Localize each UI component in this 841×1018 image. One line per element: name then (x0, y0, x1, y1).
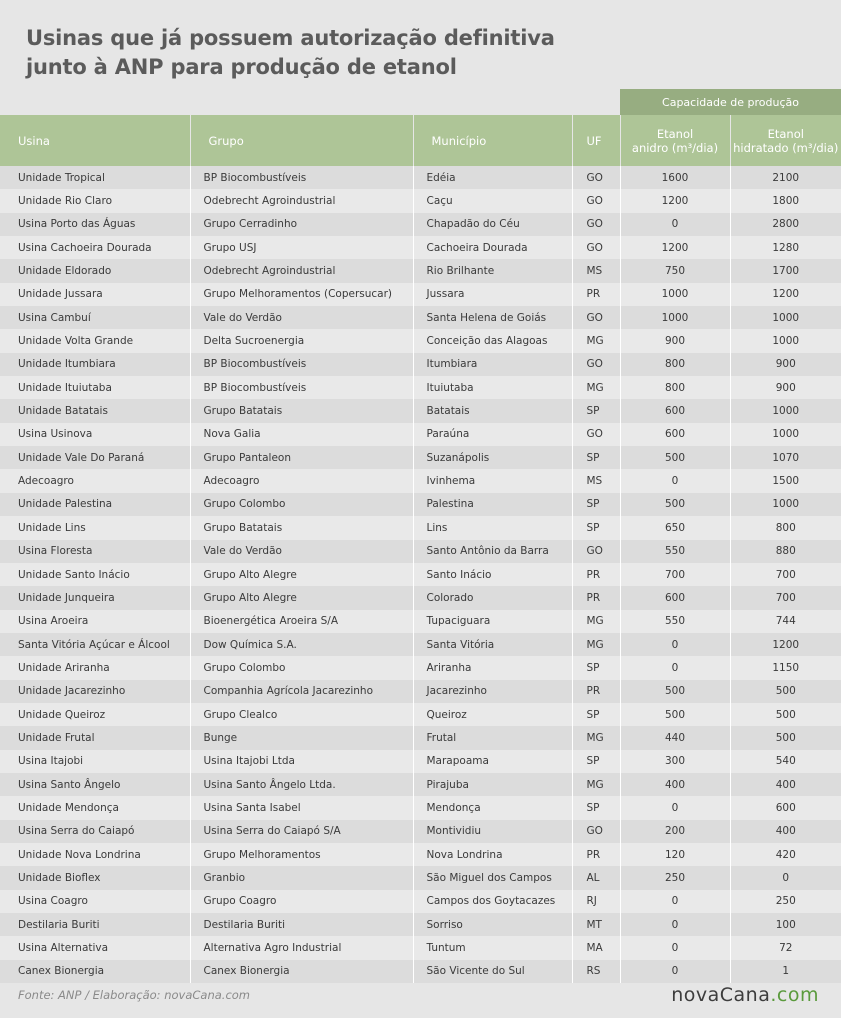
table-row (0, 680, 841, 703)
cell-municipio: Mendonça (413, 796, 572, 819)
cell-usina: Adecoagro (0, 469, 190, 492)
cell-usina: Unidade Junqueira (0, 586, 190, 609)
cell-anidro: 0 (620, 936, 730, 959)
cell-grupo: BP Biocombustíveis (190, 166, 413, 189)
column-header-grupo: Grupo (190, 115, 413, 166)
cell-municipio: Tupaciguara (413, 610, 572, 633)
table-row (0, 283, 841, 306)
cell-uf: GO (572, 540, 620, 563)
cell-grupo: Dow Química S.A. (190, 633, 413, 656)
column-header-hidratado (730, 115, 841, 166)
cell-hidratado: 1150 (730, 656, 841, 679)
cell-grupo: Usina Santa Isabel (190, 796, 413, 819)
table-row (0, 750, 841, 773)
cell-uf: MG (572, 633, 620, 656)
title-line-2: junto à ANP para produção de etanol (26, 55, 457, 79)
cell-anidro: 550 (620, 610, 730, 633)
cell-grupo: Odebrecht Agroindustrial (190, 259, 413, 282)
cell-anidro: 0 (620, 469, 730, 492)
table-row (0, 796, 841, 819)
cell-grupo: Delta Sucroenergia (190, 329, 413, 352)
cell-anidro: 1200 (620, 189, 730, 212)
cell-anidro: 500 (620, 703, 730, 726)
cell-uf: MG (572, 329, 620, 352)
cell-usina: Unidade Palestina (0, 493, 190, 516)
cell-uf: SP (572, 516, 620, 539)
table-row (0, 563, 841, 586)
cell-uf: SP (572, 703, 620, 726)
cell-hidratado: 744 (730, 610, 841, 633)
hidratado-label-line-1: Etanol (767, 126, 804, 141)
cell-hidratado: 1000 (730, 306, 841, 329)
cell-grupo: Grupo USJ (190, 236, 413, 259)
table-row (0, 329, 841, 352)
cell-municipio: Nova Londrina (413, 843, 572, 866)
cell-grupo: Grupo Clealco (190, 703, 413, 726)
cell-usina: Usina Santo Ângelo (0, 773, 190, 796)
cell-anidro: 600 (620, 586, 730, 609)
cell-anidro: 800 (620, 353, 730, 376)
cell-hidratado: 72 (730, 936, 841, 959)
table-header-row (0, 115, 841, 166)
cell-grupo: Granbio (190, 866, 413, 889)
table-row (0, 540, 841, 563)
cell-grupo: Companhia Agrícola Jacarezinho (190, 680, 413, 703)
cell-municipio: Palestina (413, 493, 572, 516)
table-row (0, 843, 841, 866)
cell-uf: GO (572, 236, 620, 259)
cell-hidratado: 500 (730, 726, 841, 749)
cell-anidro: 0 (620, 960, 730, 983)
table-row (0, 610, 841, 633)
cell-municipio: Ariranha (413, 656, 572, 679)
table-row (0, 656, 841, 679)
table-row (0, 236, 841, 259)
cell-anidro: 600 (620, 423, 730, 446)
cell-hidratado: 1000 (730, 423, 841, 446)
table-row (0, 493, 841, 516)
cell-anidro: 0 (620, 213, 730, 236)
table-row (0, 586, 841, 609)
anidro-label-line-2: anidro (m³/dia) (631, 140, 719, 155)
cell-grupo: Grupo Coagro (190, 890, 413, 913)
cell-uf: RJ (572, 890, 620, 913)
cell-usina: Canex Bionergia (0, 960, 190, 983)
novacana-logo (671, 984, 819, 1006)
table-row (0, 166, 841, 189)
cell-uf: MS (572, 469, 620, 492)
cell-grupo: Adecoagro (190, 469, 413, 492)
cell-hidratado: 900 (730, 376, 841, 399)
cell-grupo: Vale do Verdão (190, 306, 413, 329)
cell-hidratado: 2100 (730, 166, 841, 189)
table-row (0, 213, 841, 236)
cell-hidratado: 400 (730, 773, 841, 796)
cell-municipio: Pirajuba (413, 773, 572, 796)
logo-suffix: .com (770, 984, 819, 1006)
cell-grupo: Grupo Alto Alegre (190, 586, 413, 609)
cell-usina: Usina Usinova (0, 423, 190, 446)
cell-anidro: 750 (620, 259, 730, 282)
cell-uf: GO (572, 306, 620, 329)
cell-grupo: Grupo Cerradinho (190, 213, 413, 236)
cell-usina: Unidade Frutal (0, 726, 190, 749)
cell-uf: GO (572, 189, 620, 212)
column-header-usina: Usina (0, 115, 190, 166)
table-row (0, 890, 841, 913)
cell-uf: SP (572, 399, 620, 422)
cell-usina: Usina Serra do Caiapó (0, 820, 190, 843)
cell-uf: PR (572, 843, 620, 866)
cell-grupo: Canex Bionergia (190, 960, 413, 983)
cell-hidratado: 1070 (730, 446, 841, 469)
cell-usina: Unidade Eldorado (0, 259, 190, 282)
cell-hidratado: 1700 (730, 259, 841, 282)
cell-hidratado: 420 (730, 843, 841, 866)
cell-municipio: Jacarezinho (413, 680, 572, 703)
cell-grupo: Grupo Alto Alegre (190, 563, 413, 586)
cell-anidro: 550 (620, 540, 730, 563)
cell-usina: Unidade Itumbiara (0, 353, 190, 376)
cell-municipio: Montividiu (413, 820, 572, 843)
cell-grupo: Usina Serra do Caiapó S/A (190, 820, 413, 843)
cell-anidro: 0 (620, 633, 730, 656)
cell-uf: SP (572, 796, 620, 819)
table-row (0, 773, 841, 796)
cell-municipio: Tuntum (413, 936, 572, 959)
cell-grupo: Alternativa Agro Industrial (190, 936, 413, 959)
table-row (0, 913, 841, 936)
cell-anidro: 1000 (620, 306, 730, 329)
cell-grupo: BP Biocombustíveis (190, 376, 413, 399)
cell-municipio: Paraúna (413, 423, 572, 446)
cell-usina: Unidade Volta Grande (0, 329, 190, 352)
cell-grupo: Vale do Verdão (190, 540, 413, 563)
cell-grupo: Grupo Melhoramentos (190, 843, 413, 866)
cell-anidro: 500 (620, 493, 730, 516)
cell-grupo: BP Biocombustíveis (190, 353, 413, 376)
table-row (0, 960, 841, 983)
cell-usina: Unidade Queiroz (0, 703, 190, 726)
cell-anidro: 250 (620, 866, 730, 889)
cell-uf: MT (572, 913, 620, 936)
cell-usina: Unidade Jacarezinho (0, 680, 190, 703)
cell-municipio: Santa Helena de Goiás (413, 306, 572, 329)
cell-grupo: Usina Santo Ângelo Ltda. (190, 773, 413, 796)
cell-grupo: Bunge (190, 726, 413, 749)
cell-uf: GO (572, 213, 620, 236)
hidratado-label-line-2: hidratado (m³/dia) (733, 140, 839, 155)
cell-grupo: Grupo Melhoramentos (Copersucar) (190, 283, 413, 306)
cell-anidro: 0 (620, 656, 730, 679)
cell-hidratado: 540 (730, 750, 841, 773)
table-row (0, 446, 841, 469)
title-line-1: Usinas que já possuem autorização definitiva (26, 26, 555, 50)
cell-anidro: 600 (620, 399, 730, 422)
cell-uf: MG (572, 610, 620, 633)
cell-municipio: Frutal (413, 726, 572, 749)
cell-usina: Unidade Ariranha (0, 656, 190, 679)
cell-municipio: Marapoama (413, 750, 572, 773)
table-row (0, 399, 841, 422)
cell-hidratado: 880 (730, 540, 841, 563)
table-row (0, 353, 841, 376)
table-row (0, 820, 841, 843)
cell-anidro: 650 (620, 516, 730, 539)
cell-grupo: Destilaria Buriti (190, 913, 413, 936)
cell-municipio: Santa Vitória (413, 633, 572, 656)
cell-municipio: Sorriso (413, 913, 572, 936)
cell-uf: MG (572, 773, 620, 796)
cell-municipio: Edéia (413, 166, 572, 189)
cell-hidratado: 1000 (730, 329, 841, 352)
cell-anidro: 120 (620, 843, 730, 866)
plants-table (0, 115, 841, 983)
cell-anidro: 0 (620, 890, 730, 913)
cell-usina: Unidade Rio Claro (0, 189, 190, 212)
capacity-group-header: Capacidade de produção (620, 89, 841, 115)
cell-usina: Santa Vitória Açúcar e Álcool (0, 633, 190, 656)
cell-uf: SP (572, 493, 620, 516)
cell-anidro: 440 (620, 726, 730, 749)
cell-anidro: 900 (620, 329, 730, 352)
cell-grupo: Grupo Pantaleon (190, 446, 413, 469)
cell-hidratado: 700 (730, 586, 841, 609)
cell-usina: Usina Aroeira (0, 610, 190, 633)
cell-hidratado: 1000 (730, 493, 841, 516)
column-header-uf: UF (572, 115, 620, 166)
cell-municipio: Rio Brilhante (413, 259, 572, 282)
table-row (0, 423, 841, 446)
cell-municipio: Itumbiara (413, 353, 572, 376)
cell-municipio: Ivinhema (413, 469, 572, 492)
cell-anidro: 500 (620, 446, 730, 469)
logo-text: novaCana (671, 984, 771, 1006)
table-row (0, 936, 841, 959)
cell-uf: GO (572, 820, 620, 843)
table-row (0, 469, 841, 492)
cell-grupo: Grupo Batatais (190, 399, 413, 422)
cell-anidro: 400 (620, 773, 730, 796)
cell-usina: Unidade Jussara (0, 283, 190, 306)
cell-hidratado: 1500 (730, 469, 841, 492)
cell-usina: Usina Itajobi (0, 750, 190, 773)
cell-usina: Destilaria Buriti (0, 913, 190, 936)
cell-grupo: Grupo Batatais (190, 516, 413, 539)
cell-uf: PR (572, 586, 620, 609)
cell-uf: PR (572, 283, 620, 306)
cell-uf: SP (572, 656, 620, 679)
cell-uf: SP (572, 446, 620, 469)
table-row (0, 306, 841, 329)
cell-hidratado: 100 (730, 913, 841, 936)
cell-uf: PR (572, 563, 620, 586)
cell-usina: Unidade Mendonça (0, 796, 190, 819)
cell-usina: Unidade Tropical (0, 166, 190, 189)
cell-hidratado: 250 (730, 890, 841, 913)
cell-usina: Usina Cambuí (0, 306, 190, 329)
cell-hidratado: 600 (730, 796, 841, 819)
column-header-anidro (620, 115, 730, 166)
cell-hidratado: 1200 (730, 633, 841, 656)
cell-uf: AL (572, 866, 620, 889)
cell-hidratado: 1000 (730, 399, 841, 422)
table-row (0, 726, 841, 749)
cell-municipio: Jussara (413, 283, 572, 306)
table-row (0, 866, 841, 889)
cell-grupo: Odebrecht Agroindustrial (190, 189, 413, 212)
cell-uf: PR (572, 680, 620, 703)
cell-anidro: 500 (620, 680, 730, 703)
cell-hidratado: 2800 (730, 213, 841, 236)
cell-municipio: Conceição das Alagoas (413, 329, 572, 352)
cell-municipio: São Vicente do Sul (413, 960, 572, 983)
cell-anidro: 1200 (620, 236, 730, 259)
page-title (26, 24, 555, 82)
cell-municipio: Colorado (413, 586, 572, 609)
cell-anidro: 0 (620, 796, 730, 819)
cell-hidratado: 500 (730, 703, 841, 726)
cell-usina: Unidade Ituiutaba (0, 376, 190, 399)
cell-uf: MG (572, 376, 620, 399)
cell-hidratado: 400 (730, 820, 841, 843)
table-row (0, 516, 841, 539)
cell-anidro: 200 (620, 820, 730, 843)
cell-hidratado: 700 (730, 563, 841, 586)
cell-anidro: 1600 (620, 166, 730, 189)
table-row (0, 259, 841, 282)
cell-municipio: Caçu (413, 189, 572, 212)
cell-anidro: 300 (620, 750, 730, 773)
cell-grupo: Nova Galia (190, 423, 413, 446)
cell-uf: GO (572, 166, 620, 189)
cell-usina: Usina Coagro (0, 890, 190, 913)
column-header-municipio: Município (413, 115, 572, 166)
cell-hidratado: 800 (730, 516, 841, 539)
cell-municipio: São Miguel dos Campos (413, 866, 572, 889)
cell-uf: MS (572, 259, 620, 282)
cell-hidratado: 1200 (730, 283, 841, 306)
cell-hidratado: 900 (730, 353, 841, 376)
cell-grupo: Bioenergética Aroeira S/A (190, 610, 413, 633)
anidro-label-line-1: Etanol (656, 126, 694, 141)
cell-usina: Unidade Vale Do Paraná (0, 446, 190, 469)
cell-municipio: Batatais (413, 399, 572, 422)
table-row (0, 189, 841, 212)
cell-municipio: Suzanápolis (413, 446, 572, 469)
cell-municipio: Campos dos Goytacazes (413, 890, 572, 913)
cell-uf: GO (572, 353, 620, 376)
cell-anidro: 0 (620, 913, 730, 936)
cell-municipio: Queiroz (413, 703, 572, 726)
cell-usina: Usina Cachoeira Dourada (0, 236, 190, 259)
cell-usina: Usina Porto das Águas (0, 213, 190, 236)
cell-anidro: 800 (620, 376, 730, 399)
cell-hidratado: 1800 (730, 189, 841, 212)
cell-uf: MG (572, 726, 620, 749)
cell-usina: Unidade Batatais (0, 399, 190, 422)
cell-usina: Unidade Lins (0, 516, 190, 539)
cell-uf: MA (572, 936, 620, 959)
cell-usina: Unidade Nova Londrina (0, 843, 190, 866)
cell-municipio: Cachoeira Dourada (413, 236, 572, 259)
table-row (0, 376, 841, 399)
source-note: Fonte: ANP / Elaboração: novaCana.com (18, 988, 251, 1002)
cell-usina: Usina Alternativa (0, 936, 190, 959)
cell-anidro: 1000 (620, 283, 730, 306)
cell-usina: Unidade Santo Inácio (0, 563, 190, 586)
cell-municipio: Chapadão do Céu (413, 213, 572, 236)
cell-usina: Usina Floresta (0, 540, 190, 563)
cell-hidratado: 500 (730, 680, 841, 703)
cell-uf: SP (572, 750, 620, 773)
cell-anidro: 700 (620, 563, 730, 586)
cell-hidratado: 1 (730, 960, 841, 983)
cell-municipio: Lins (413, 516, 572, 539)
table-row (0, 703, 841, 726)
cell-grupo: Grupo Colombo (190, 493, 413, 516)
cell-usina: Unidade Bioflex (0, 866, 190, 889)
cell-municipio: Santo Antônio da Barra (413, 540, 572, 563)
cell-municipio: Ituiutaba (413, 376, 572, 399)
cell-hidratado: 1280 (730, 236, 841, 259)
cell-municipio: Santo Inácio (413, 563, 572, 586)
cell-uf: GO (572, 423, 620, 446)
cell-uf: RS (572, 960, 620, 983)
cell-grupo: Usina Itajobi Ltda (190, 750, 413, 773)
cell-grupo: Grupo Colombo (190, 656, 413, 679)
cell-hidratado: 0 (730, 866, 841, 889)
table-row (0, 633, 841, 656)
